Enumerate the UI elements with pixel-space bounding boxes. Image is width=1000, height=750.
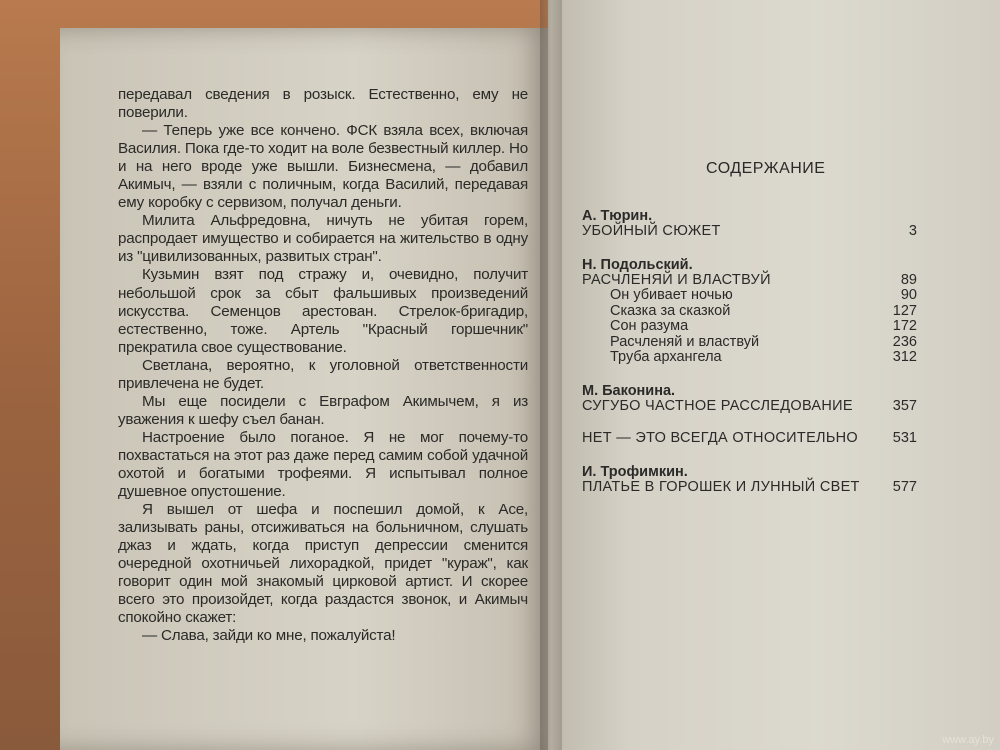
toc-subrow [582,304,917,320]
toc-title: ПЛАТЬЕ В ГОРОШЕК И ЛУННЫЙ СВЕТ [582,478,860,495]
toc-title: РАСЧЛЕНЯЙ И ВЛАСТВУЙ [582,271,771,288]
toc-subtitle: Сказка за сказкой [610,302,731,319]
toc-title: НЕТ — ЭТО ВСЕГДА ОТНОСИТЕЛЬНО [582,430,859,446]
book-gutter [540,0,562,750]
toc-subrow [582,335,917,351]
left-page-text [118,86,528,645]
paragraph: Мы еще посидели с Евграфом Акимычем, я из уважения к шефу съел банан. [118,392,528,428]
toc-page-number: 89 [900,271,917,288]
paragraph: — Теперь уже все кончено. ФСК взяла всех, включая Василия. Пока где-то ходит на воле безвестный киллер. Но и на него вроде уже вышли. Бизнесмена, — добавил Акимыч, — взяли с поличным, когда Василий, передавая ему коробку с сервизом, получал деньги. [118,122,528,212]
toc-page-number: 531 [892,430,917,446]
toc-author: Н. Подольский. [582,256,693,273]
toc-title: СУГУБО ЧАСТНОЕ РАССЛЕДОВАНИЕ [582,397,853,414]
toc-heading: СОДЕРЖАНИЕ [706,160,826,177]
toc-row [582,273,917,289]
toc-page-number: 312 [892,349,917,365]
toc-row [582,480,917,496]
toc-page-number: 90 [900,287,917,303]
toc-subrow [582,288,917,304]
paragraph: передавал сведения в розыск. Естественно, ему не поверили. [118,86,528,122]
toc-author: И. Трофимкин. [582,463,688,480]
toc-author: М. Баконина. [582,382,676,399]
paragraph: Светлана, вероятно, к уголовной ответственности привлечена не будет. [118,356,528,392]
paragraph: Настроение было поганое. Я не мог почему-то похвастаться на этот раз даже перед самим собой удачной охотой и богатыми трофеями. Я испытывал полное душевное опустошение. [118,428,528,501]
paragraph: Милита Альфредовна, ничуть не убитая горем, распродает имущество и собирается на жительство в одну из "цивилизованных, развитых стран". [118,212,528,266]
toc-entry [582,431,917,447]
toc-page-number: 127 [892,302,917,319]
toc-page-number: 577 [892,478,917,495]
toc-row [582,431,917,447]
toc-title: УБОЙНЫЙ СЮЖЕТ [582,223,721,239]
watermark: www.ay.by [942,734,994,746]
paragraph: Кузьмин взят под стражу и, очевидно, получит небольшой срок за сбыт фальшивых произведений искусства. Семенцов арестован. Стрелок-бригадир, естественно, тоже. Артель "Красный горшечник" прекратила свое существование. [118,266,528,356]
toc-entry [582,464,917,496]
toc-row [582,399,917,415]
paragraph: — Слава, зайди ко мне, пожалуйста! [142,627,396,645]
toc-subtitle: Сон разума [610,318,689,334]
toc-subrow [582,350,917,366]
toc-entry [582,257,917,366]
toc-author: А. Тюрин. [582,208,653,224]
toc-row [582,224,917,240]
table-of-contents [582,208,917,512]
toc-page-number: 172 [892,318,917,334]
toc-page-number: 3 [908,223,917,239]
toc-page-number: 357 [892,397,917,414]
toc-entry [582,208,917,240]
toc-subrow [582,319,917,335]
toc-entry [582,383,917,415]
paragraph: Я вышел от шефа и поспешил домой, к Асе, зализывать раны, отсиживаться на больничном, слушать джаз и ждать, когда приступ депрессии сменится очередной охотничьей лихорадкой, придет "кураж", как говорит один мой знакомый цирковой артист. И скорее всего это произойдет, когда раздастся звонок, и Акимыч спокойно скажет: [118,501,528,627]
toc-subtitle: Труба архангела [610,349,722,365]
toc-page-number: 236 [892,333,917,350]
toc-subtitle: Расчленяй и властвуй [610,333,760,350]
toc-subtitle: Он убивает ночью [610,287,733,303]
